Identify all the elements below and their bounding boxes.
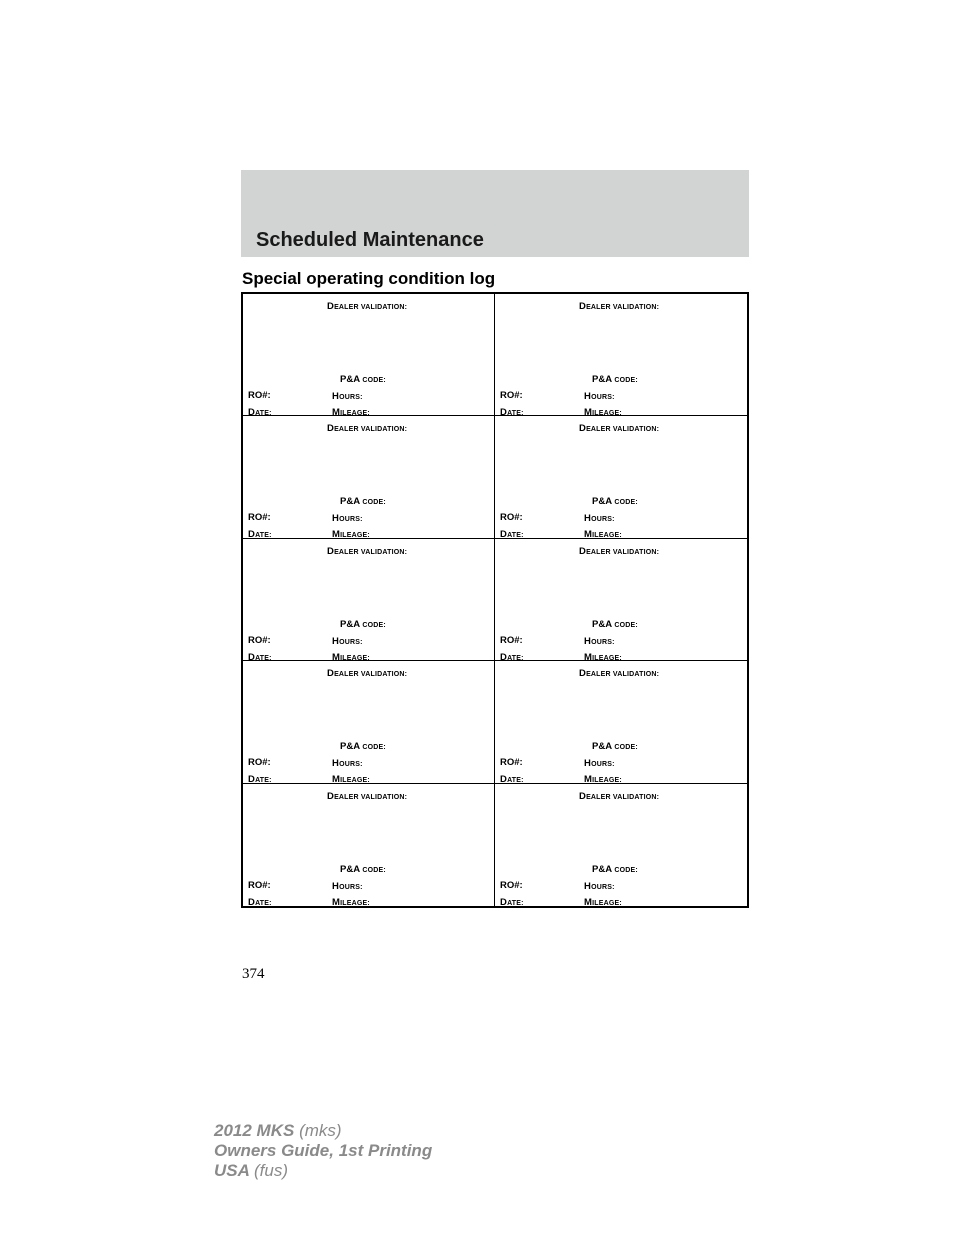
hours-label: HOURS: bbox=[332, 880, 363, 892]
dealer-validation-label: DEALER VALIDATION: bbox=[579, 545, 660, 557]
pa-code-label bbox=[592, 741, 638, 752]
dealer-validation-label: DEALER VALIDATION: bbox=[579, 423, 660, 435]
mileage-label: MILEAGE: bbox=[332, 774, 370, 786]
pa-code-prefix: P&A bbox=[592, 496, 615, 508]
footer-model-code: (mks) bbox=[299, 1121, 342, 1140]
pa-code-label bbox=[592, 619, 638, 630]
mileage-label: MILEAGE: bbox=[332, 407, 370, 418]
pa-code-prefix: P&A bbox=[340, 496, 363, 508]
page-heading: Special operating condition log bbox=[242, 269, 496, 288]
date-label: DATE: bbox=[500, 774, 524, 786]
pa-code-label bbox=[340, 741, 386, 752]
date-label: DATE: bbox=[500, 651, 524, 663]
log-entry-cell bbox=[243, 539, 495, 661]
date-label: DATE: bbox=[500, 407, 524, 418]
pa-code-word: CODE: bbox=[362, 744, 386, 752]
pa-code-prefix: P&A bbox=[340, 618, 363, 630]
log-entry-cell bbox=[243, 784, 495, 906]
page-number: 374 bbox=[242, 966, 265, 982]
hours-label: HOURS: bbox=[584, 391, 615, 402]
hours-label: HOURS: bbox=[332, 635, 363, 647]
mileage-label: MILEAGE: bbox=[332, 651, 370, 663]
log-entry-cell bbox=[495, 784, 747, 906]
pa-code-label bbox=[340, 864, 386, 875]
log-entry-cell bbox=[495, 539, 747, 661]
document-footer bbox=[214, 1121, 432, 1181]
section-title: Scheduled Maintenance bbox=[256, 229, 484, 251]
log-entry-cell bbox=[495, 661, 747, 786]
pa-code-prefix: P&A bbox=[592, 741, 615, 753]
pa-code-label bbox=[340, 619, 386, 630]
pa-code-label bbox=[592, 374, 638, 385]
ro-number-label: RO#: bbox=[248, 879, 271, 891]
hours-label: HOURS: bbox=[584, 513, 615, 525]
footer-line-model bbox=[214, 1121, 432, 1141]
pa-code-word: CODE: bbox=[362, 621, 386, 629]
ro-number-label: RO#: bbox=[500, 879, 523, 891]
ro-number-label: RO#: bbox=[500, 634, 523, 646]
pa-code-word: CODE: bbox=[362, 866, 386, 874]
ro-number-label: RO#: bbox=[248, 634, 271, 646]
pa-code-label bbox=[592, 496, 638, 507]
footer-line-printing: Owners Guide, 1st Printing bbox=[214, 1141, 433, 1160]
footer-model: 2012 MKS bbox=[214, 1121, 295, 1140]
dealer-validation-label: DEALER VALIDATION: bbox=[327, 668, 408, 680]
pa-code-word: CODE: bbox=[614, 377, 638, 384]
mileage-label: MILEAGE: bbox=[332, 896, 370, 908]
pa-code-label bbox=[340, 496, 386, 507]
pa-code-word: CODE: bbox=[362, 377, 386, 384]
hours-label: HOURS: bbox=[584, 880, 615, 892]
log-entry-cell bbox=[495, 416, 747, 541]
pa-code-word: CODE: bbox=[614, 744, 638, 752]
dealer-validation-label: DEALER VALIDATION: bbox=[327, 301, 408, 312]
ro-number-label: RO#: bbox=[500, 390, 523, 401]
dealer-validation-label: DEALER VALIDATION: bbox=[579, 668, 660, 680]
pa-code-prefix: P&A bbox=[340, 741, 363, 753]
pa-code-prefix: P&A bbox=[340, 863, 363, 875]
hours-label: HOURS: bbox=[332, 513, 363, 525]
mileage-label: MILEAGE: bbox=[584, 651, 622, 663]
ro-number-label: RO#: bbox=[248, 390, 271, 401]
log-entry-cell bbox=[243, 416, 495, 541]
date-label: DATE: bbox=[248, 529, 272, 541]
pa-code-word: CODE: bbox=[614, 621, 638, 629]
hours-label: HOURS: bbox=[584, 758, 615, 770]
date-label: DATE: bbox=[248, 651, 272, 663]
mileage-label: MILEAGE: bbox=[332, 529, 370, 541]
pa-code-word: CODE: bbox=[614, 866, 638, 874]
hours-label: HOURS: bbox=[584, 635, 615, 647]
mileage-label: MILEAGE: bbox=[584, 529, 622, 541]
dealer-validation-label: DEALER VALIDATION: bbox=[327, 423, 408, 435]
dealer-validation-label: DEALER VALIDATION: bbox=[579, 301, 660, 312]
mileage-label: MILEAGE: bbox=[584, 774, 622, 786]
log-entry-cell bbox=[495, 294, 747, 416]
pa-code-word: CODE: bbox=[614, 499, 638, 507]
footer-line-market bbox=[214, 1161, 432, 1181]
footer-market: USA bbox=[214, 1161, 250, 1180]
pa-code-label bbox=[340, 374, 386, 385]
dealer-validation-label: DEALER VALIDATION: bbox=[579, 790, 660, 802]
dealer-validation-label: DEALER VALIDATION: bbox=[327, 545, 408, 557]
log-entry-cell bbox=[243, 294, 495, 416]
pa-code-prefix: P&A bbox=[592, 374, 615, 385]
ro-number-label: RO#: bbox=[248, 757, 271, 769]
ro-number-label: RO#: bbox=[500, 757, 523, 769]
date-label: DATE: bbox=[248, 896, 272, 908]
mileage-label: MILEAGE: bbox=[584, 896, 622, 908]
date-label: DATE: bbox=[248, 774, 272, 786]
pa-code-label bbox=[592, 864, 638, 875]
log-entry-cell bbox=[243, 661, 495, 786]
pa-code-prefix: P&A bbox=[592, 863, 615, 875]
date-label: DATE: bbox=[248, 407, 272, 418]
mileage-label: MILEAGE: bbox=[584, 407, 622, 418]
hours-label: HOURS: bbox=[332, 391, 363, 402]
hours-label: HOURS: bbox=[332, 758, 363, 770]
ro-number-label: RO#: bbox=[500, 512, 523, 524]
date-label: DATE: bbox=[500, 896, 524, 908]
dealer-validation-label: DEALER VALIDATION: bbox=[327, 790, 408, 802]
footer-market-code: (fus) bbox=[254, 1161, 288, 1180]
pa-code-prefix: P&A bbox=[340, 374, 363, 385]
ro-number-label: RO#: bbox=[248, 512, 271, 524]
pa-code-prefix: P&A bbox=[592, 618, 615, 630]
maintenance-log-table bbox=[241, 292, 749, 908]
pa-code-word: CODE: bbox=[362, 499, 386, 507]
date-label: DATE: bbox=[500, 529, 524, 541]
